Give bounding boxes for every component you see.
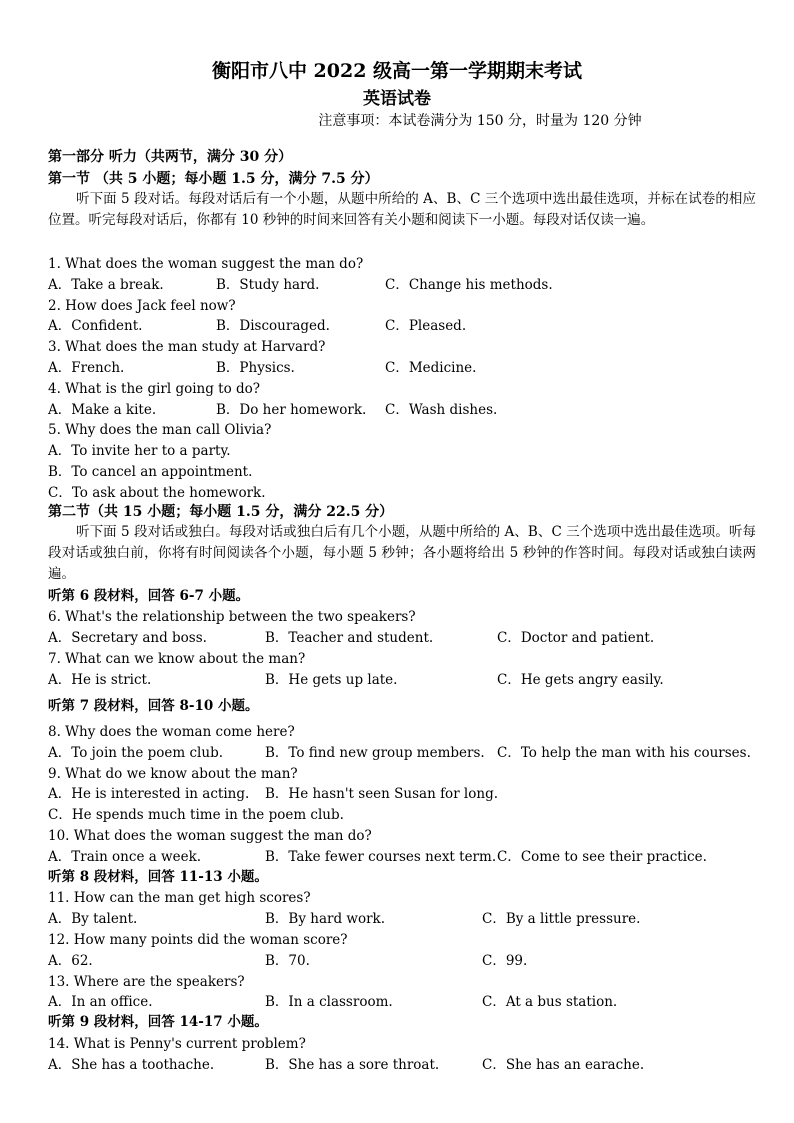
q10-option-b: B．Take fewer courses next term.	[265, 849, 497, 865]
q3-option-b: B．Physics.	[216, 360, 295, 376]
q8-option-b: B．To find new group members.	[265, 745, 485, 761]
q2-option-a: A．Confident.	[48, 318, 143, 334]
group-label-8: 听第 8 段材料，回答 11-13 小题。	[48, 869, 268, 885]
q4-option-b: B．Do her homework.	[216, 402, 367, 418]
q2-option-c: C．Pleased.	[385, 318, 467, 334]
question-14: 14. What is Penny's current problem?	[48, 1036, 306, 1052]
q1-option-c: C．Change his methods.	[385, 277, 553, 293]
q4-option-c: C．Wash dishes.	[385, 402, 498, 418]
q8-option-c: C．To help the man with his courses.	[497, 745, 751, 761]
group-label-7: 听第 7 段材料，回答 8-10 小题。	[48, 698, 259, 714]
q8-option-a: A．To join the poem club.	[48, 745, 223, 761]
q11-option-c: C．By a little pressure.	[482, 911, 641, 927]
section1-instructions: 听下面 5 段对话。每段对话后有一个小题，从题中所给的 A、B、C 三个选项中选出最佳选项，并标在试卷的相应位置。听完每段对话后，你都有 10 秒钟的时间来回答有关小题和阅读下一小题。每段对话仅读一遍。	[48, 191, 756, 228]
q7-option-a: A．He is strict.	[48, 672, 152, 688]
q11-option-a: A．By talent.	[48, 911, 138, 927]
question-7: 7. What can we know about the man?	[48, 651, 306, 667]
exam-notice: 注意事项：本试卷满分为 150 分，时量为 120 分钟	[318, 113, 642, 129]
q13-option-a: A．In an office.	[48, 994, 153, 1010]
q6-option-b: B．Teacher and student.	[265, 630, 434, 646]
q12-option-b: B．70.	[265, 953, 310, 969]
question-6: 6. What's the relationship between the two speakers?	[48, 609, 416, 625]
q5-option-c: C．To ask about the homework.	[48, 485, 266, 501]
question-4: 4. What is the girl going to do?	[48, 381, 261, 397]
section2-heading: 第二节（共 15 小题；每小题 1.5 分，满分 22.5 分）	[48, 504, 394, 520]
q3-option-c: C．Medicine.	[385, 360, 477, 376]
section2-instructions: 听下面 5 段对话或独白。每段对话或独白后有几个小题，从题中所给的 A、B、C 三个选项中选出最佳选项。听每段对话或独白前，你将有时间阅读各个小题，每小题 5 秒钟；各小题将给出 5 秒钟的作答时间。每段对话或独白读两遍。	[48, 524, 756, 582]
question-3: 3. What does the man study at Harvard?	[48, 339, 326, 355]
question-2: 2. How does Jack feel now?	[48, 298, 236, 314]
q9-option-c: C．He spends much time in the poem club.	[48, 807, 344, 823]
q6-option-a: A．Secretary and boss.	[48, 630, 207, 646]
q5-option-b: B．To cancel an appointment.	[48, 464, 253, 480]
part1-heading: 第一部分 听力（共两节，满分 30 分）	[48, 149, 293, 165]
q12-option-a: A．62.	[48, 953, 93, 969]
q13-option-c: C．At a bus station.	[482, 994, 618, 1010]
exam-subtitle: 英语试卷	[363, 89, 431, 109]
question-5: 5. Why does the man call Olivia?	[48, 422, 272, 438]
question-12: 12. How many points did the woman score?	[48, 932, 348, 948]
group-label-9: 听第 9 段材料，回答 14-17 小题。	[48, 1014, 268, 1030]
q6-option-c: C．Doctor and patient.	[497, 630, 655, 646]
question-9: 9. What do we know about the man?	[48, 766, 298, 782]
q2-option-b: B．Discouraged.	[216, 318, 330, 334]
q1-option-b: B．Study hard.	[216, 277, 320, 293]
q4-option-a: A．Make a kite.	[48, 402, 157, 418]
q7-option-c: C．He gets angry easily.	[497, 672, 664, 688]
question-10: 10. What does the woman suggest the man do?	[48, 828, 372, 844]
q5-option-a: A．To invite her to a party.	[48, 443, 231, 459]
q14-option-b: B．She has a sore throat.	[265, 1057, 440, 1073]
q10-option-a: A．Train once a week.	[48, 849, 202, 865]
section1-heading: 第一节 （共 5 小题；每小题 1.5 分，满分 7.5 分）	[48, 171, 379, 187]
q9-option-b: B．He hasn't seen Susan for long.	[265, 786, 499, 802]
q12-option-c: C．99.	[482, 953, 528, 969]
exam-title: 衡阳市八中 2022 级高一第一学期期末考试	[211, 60, 583, 82]
question-11: 11. How can the man get high scores?	[48, 890, 311, 906]
q11-option-b: B．By hard work.	[265, 911, 385, 927]
q9-option-a: A．He is interested in acting.	[48, 786, 250, 802]
q14-option-a: A．She has a toothache.	[48, 1057, 215, 1073]
q7-option-b: B．He gets up late.	[265, 672, 398, 688]
question-8: 8. Why does the woman come here?	[48, 724, 295, 740]
q1-option-a: A．Take a break.	[48, 277, 164, 293]
question-13: 13. Where are the speakers?	[48, 974, 245, 990]
q13-option-b: B．In a classroom.	[265, 994, 393, 1010]
group-label-6: 听第 6 段材料，回答 6-7 小题。	[48, 588, 250, 604]
q3-option-a: A．French.	[48, 360, 125, 376]
question-1: 1. What does the woman suggest the man do?	[48, 256, 364, 272]
q14-option-c: C．She has an earache.	[482, 1057, 645, 1073]
q10-option-c: C．Come to see their practice.	[497, 849, 707, 865]
